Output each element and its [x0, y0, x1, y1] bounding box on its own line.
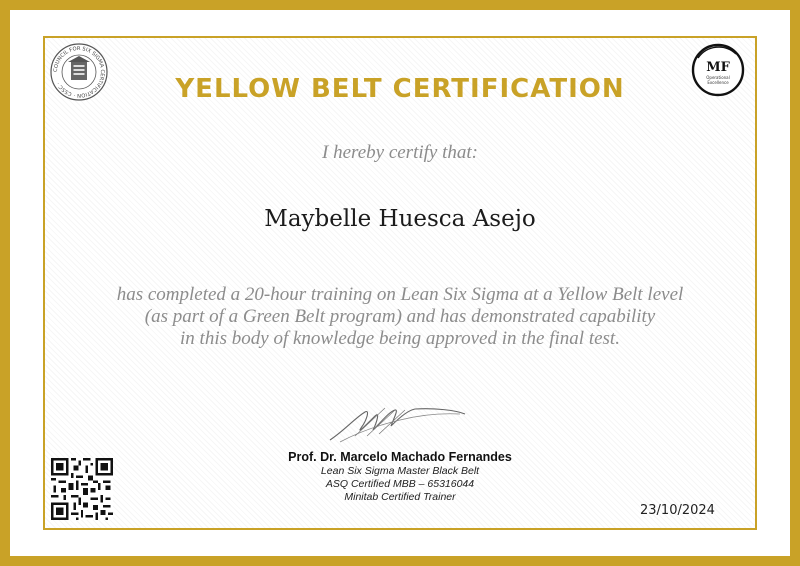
signature-image [325, 400, 470, 448]
signer-credential-2: ASQ Certified MBB – 65316044 [325, 478, 475, 490]
mf-initials: MF [706, 60, 730, 75]
mf-line2: Excellence [707, 80, 729, 85]
signer-name: Prof. Dr. Marcelo Machado Fernandes [288, 450, 512, 464]
issue-date: 23/10/2024 [640, 503, 715, 518]
body-line-3: in this body of knowledge being approved in the final test. [180, 328, 620, 349]
recipient-name: Maybelle Huesca Asejo [264, 206, 536, 232]
signer-credential-1: Lean Six Sigma Master Black Belt [320, 465, 480, 477]
body-line-2: (as part of a Green Belt program) and has demonstrated capability [144, 306, 656, 327]
body-line-1: has completed a 20-hour training on Lean Six Sigma at a Yellow Belt level [116, 284, 684, 305]
certificate-title: YELLOW BELT CERTIFICATION [175, 74, 625, 104]
signer-block [200, 450, 600, 504]
mf-line1: Operational [706, 75, 730, 80]
signer-credential-3: Minitab Certified Trainer [344, 491, 456, 503]
qr-code[interactable] [51, 458, 113, 520]
certify-intro: I hereby certify that: [322, 142, 478, 163]
seal-text: COUNCIL FOR SIX SIGMA CERTIFICATION · CSSC · [52, 45, 106, 99]
certificate-body [60, 284, 740, 350]
